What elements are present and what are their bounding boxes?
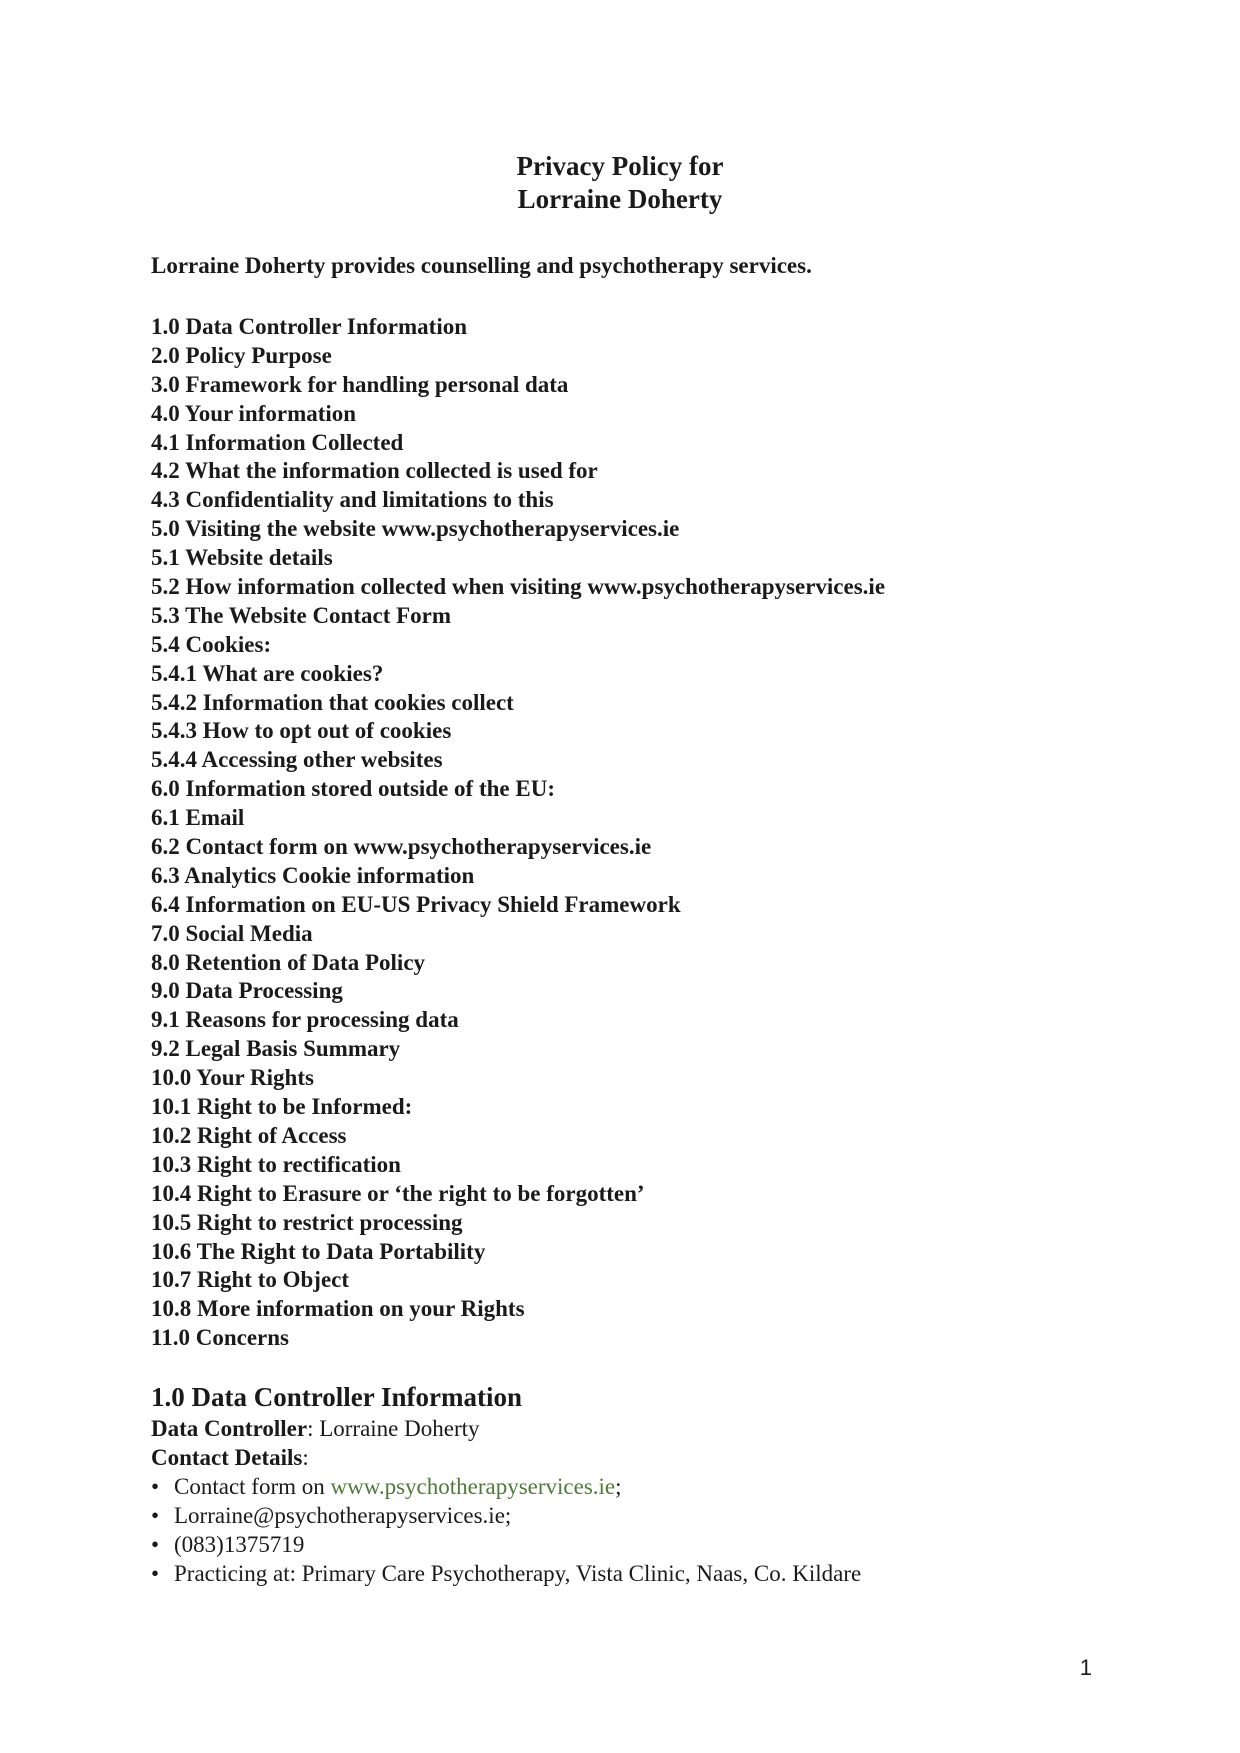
list-item <box>151 1472 1101 1501</box>
title-line-1: Privacy Policy for <box>516 151 724 181</box>
toc-item: 10.4 Right to Erasure or ‘the right to be forgotten’ <box>151 1180 645 1206</box>
section-heading: 1.0 Data Controller Information <box>151 1382 522 1412</box>
toc-item: 10.2 Right of Access <box>151 1122 347 1148</box>
toc-item: 5.2 How information collected when visiting www.psychotherapyservices.ie <box>151 574 886 600</box>
toc-item: 10.3 Right to rectification <box>151 1151 401 1177</box>
toc-item: 11.0 Concerns <box>151 1325 289 1351</box>
intro-statement: Lorraine Doherty provides counselling and psychotherapy services. <box>151 253 812 278</box>
list-item <box>151 1559 1101 1588</box>
toc-item: 6.4 Information on EU-US Privacy Shield Framework <box>151 891 681 917</box>
contact-details-colon: : <box>302 1445 309 1470</box>
toc-item: 10.8 More information on your Rights <box>151 1296 525 1322</box>
contact-details-row <box>151 1443 1101 1472</box>
toc-item: 4.2 What the information collected is used for <box>151 458 598 484</box>
contact-details-label: Contact Details <box>151 1445 303 1470</box>
toc-item: 4.0 Your information <box>151 400 357 426</box>
toc-item: 5.3 The Website Contact Form <box>151 602 452 628</box>
toc-item: 5.4 Cookies: <box>151 631 272 657</box>
contact-email: Lorraine@psychotherapyservices.ie; <box>174 1503 512 1528</box>
bullet-icon: • <box>151 1561 160 1586</box>
contact-form-prefix: Contact form on <box>174 1474 331 1499</box>
bullet-icon: • <box>151 1474 160 1499</box>
toc-item: 6.1 Email <box>151 805 245 831</box>
data-controller-value: : Lorraine Doherty <box>307 1416 480 1441</box>
toc-item: 1.0 Data Controller Information <box>151 314 468 339</box>
toc-item: 4.1 Information Collected <box>151 429 404 455</box>
toc-item: 5.0 Visiting the website www.psychotherapyservices.ie <box>151 516 680 542</box>
toc-item: 9.0 Data Processing <box>151 978 343 1004</box>
contact-form-suffix: ; <box>615 1474 622 1499</box>
website-link[interactable]: www.psychotherapyservices.ie <box>330 1474 616 1499</box>
toc-item: 7.0 Social Media <box>151 920 313 946</box>
toc-item: 10.0 Your Rights <box>151 1065 314 1091</box>
toc-item: 2.0 Policy Purpose <box>151 342 332 368</box>
bullet-icon: • <box>151 1503 160 1528</box>
toc-item: 5.1 Website details <box>151 545 333 571</box>
toc-item: 6.2 Contact form on www.psychotherapyservices.ie <box>151 834 652 860</box>
toc-item: 10.5 Right to restrict processing <box>151 1209 463 1235</box>
toc-item: 10.7 Right to Object <box>151 1267 350 1293</box>
contact-list <box>151 1472 1101 1588</box>
toc-item: 10.1 Right to be Informed: <box>151 1094 413 1120</box>
section-data-controller <box>151 1380 1101 1588</box>
table-of-contents <box>151 313 885 1353</box>
contact-phone: (083)1375719 <box>174 1532 305 1557</box>
toc-item: 6.0 Information stored outside of the EU: <box>151 776 555 802</box>
page-number: 1 <box>1079 1655 1092 1680</box>
toc-item: 8.0 Retention of Data Policy <box>151 949 426 975</box>
toc-item: 3.0 Framework for handling personal data <box>151 371 569 397</box>
toc-item: 4.3 Confidentiality and limitations to this <box>151 487 554 513</box>
toc-item: 6.3 Analytics Cookie information <box>151 862 475 888</box>
list-item <box>151 1501 1101 1530</box>
toc-item: 5.4.1 What are cookies? <box>151 660 384 686</box>
toc-item: 9.2 Legal Basis Summary <box>151 1036 401 1062</box>
toc-item: 9.1 Reasons for processing data <box>151 1007 459 1033</box>
data-controller-row <box>151 1414 1101 1443</box>
toc-item: 5.4.3 How to opt out of cookies <box>151 718 452 744</box>
bullet-icon: • <box>151 1532 160 1557</box>
document-title <box>0 150 1240 216</box>
toc-item: 5.4.4 Accessing other websites <box>151 747 443 773</box>
practice-location: Practicing at: Primary Care Psychotherapy, Vista Clinic, Naas, Co. Kildare <box>174 1561 862 1586</box>
data-controller-label: Data Controller <box>151 1416 308 1441</box>
title-line-2: Lorraine Doherty <box>517 184 723 214</box>
list-item <box>151 1530 1101 1559</box>
toc-item: 10.6 The Right to Data Portability <box>151 1238 486 1264</box>
toc-item: 5.4.2 Information that cookies collect <box>151 689 514 715</box>
